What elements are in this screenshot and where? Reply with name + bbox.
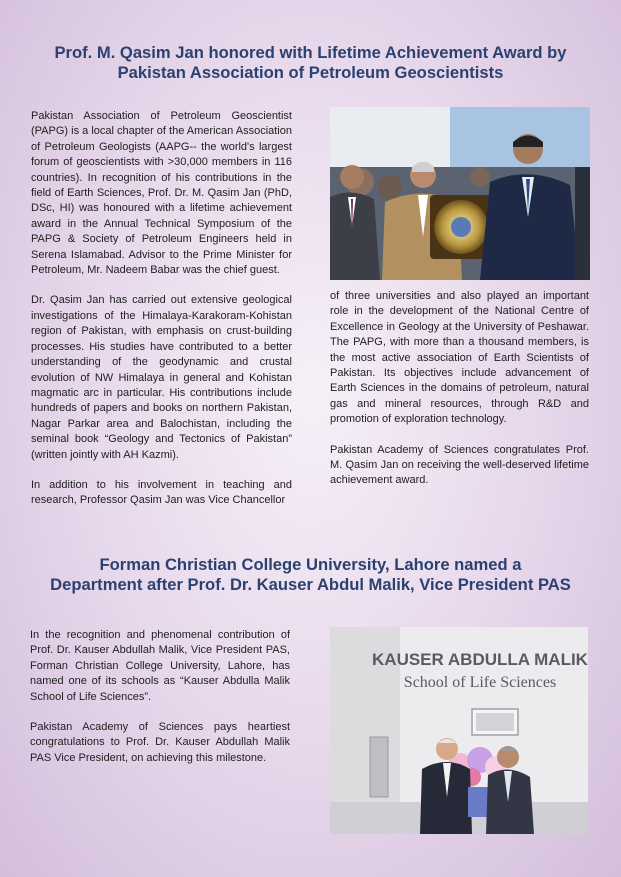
article2-title: [20, 555, 601, 595]
school-naming-photo: [330, 627, 588, 834]
article2-paragraph: Pakistan Academy of Sciences pays heartiest congratulations to Prof. Dr. Kauser Abdullah Malik PAS Vice President, on achieving this milestone.: [30, 721, 290, 764]
article1-paragraph: Dr. Qasim Jan has carried out extensive geological investigations of the Himalaya-Karakoram-Kohistan region of Pakistan, with emphasis on crust-building processes. His studies have contributed to a better understanding of the geodynamic and crustal evolution of NW Himalaya in general and Kohistan magmatic arc in particular. His contributions include hundreds of papers and books on northern Pakistan, Nagar Parkar area and Balochistan, including the seminal book “Geology and Tectonics of Pakistan” (written jointly with AH Kazmi).: [31, 294, 292, 461]
school-sign-line2: School of Life Sciences: [403, 674, 557, 691]
article1-paragraph: of three universities and also played an important role in the development of the National Centre of Excellence in Geology at the University of Peshawar. The PAPG, with more than a thousand members, is the most active association of Earth Scientists of Pakistan. Its objectives include advancement of Earth Sciences in the domains of petroleum, natural gas and mineral resources, through R&D and promotion of exploration technology.: [330, 290, 589, 426]
article1-paragraph: In addition to his involvement in teaching and research, Professor Qasim Jan was Vice Chancellor: [31, 478, 292, 507]
article1-title-line1: Prof. M. Qasim Jan honored with Lifetime Achievement Award by: [54, 43, 567, 62]
article2-text-column: [30, 628, 290, 781]
school-naming-image: [330, 627, 588, 834]
school-sign-line1: KAUSER ABDULLA MALIK: [372, 650, 588, 669]
article1-left-column: [31, 109, 292, 524]
article1-title-line2: Pakistan Association of Petroleum Geoscientists: [117, 63, 504, 82]
article2-title-line2: Department after Prof. Dr. Kauser Abdul Malik, Vice President PAS: [50, 575, 571, 594]
article2-title-line1: Forman Christian College University, Lahore named a: [99, 555, 522, 574]
article1-title: [20, 43, 601, 83]
article1-paragraph: Pakistan Academy of Sciences congratulates Prof. M. Qasim Jan on receiving the well-deserved lifetime achievement award.: [330, 443, 589, 487]
article2-paragraph: In the recognition and phenomenal contribution of Prof. Dr. Kauser Abdullah Malik, Vice President PAS, Forman Christian College University, Lahore, has named one of its schools as “Kauser Abdulla Malik School of Life Sciences”.: [30, 629, 290, 703]
article1-paragraph: Pakistan Association of Petroleum Geoscientist (PAPG) is a local chapter of the American Association of Petroleum Geologists (AAPG-- the world's largest forum of geoscientists with >30,000 members in 116 countries). In recognition of his contributions in the field of Earth Sciences, Prof. Dr. M. Qasim Jan (PhD, DSc, HI) was honoured with a lifetime achievement award in the Annual Technical Symposium of the PAPG & Society of Petroleum Engineers held in Serena Islamabad. Advisor to the Prime Minister for Petroleum, Mr. Nadeem Babar was the chief guest.: [31, 110, 292, 277]
article1-right-column: [330, 289, 589, 504]
award-ceremony-photo: [330, 107, 590, 280]
award-ceremony-image: [330, 107, 590, 280]
